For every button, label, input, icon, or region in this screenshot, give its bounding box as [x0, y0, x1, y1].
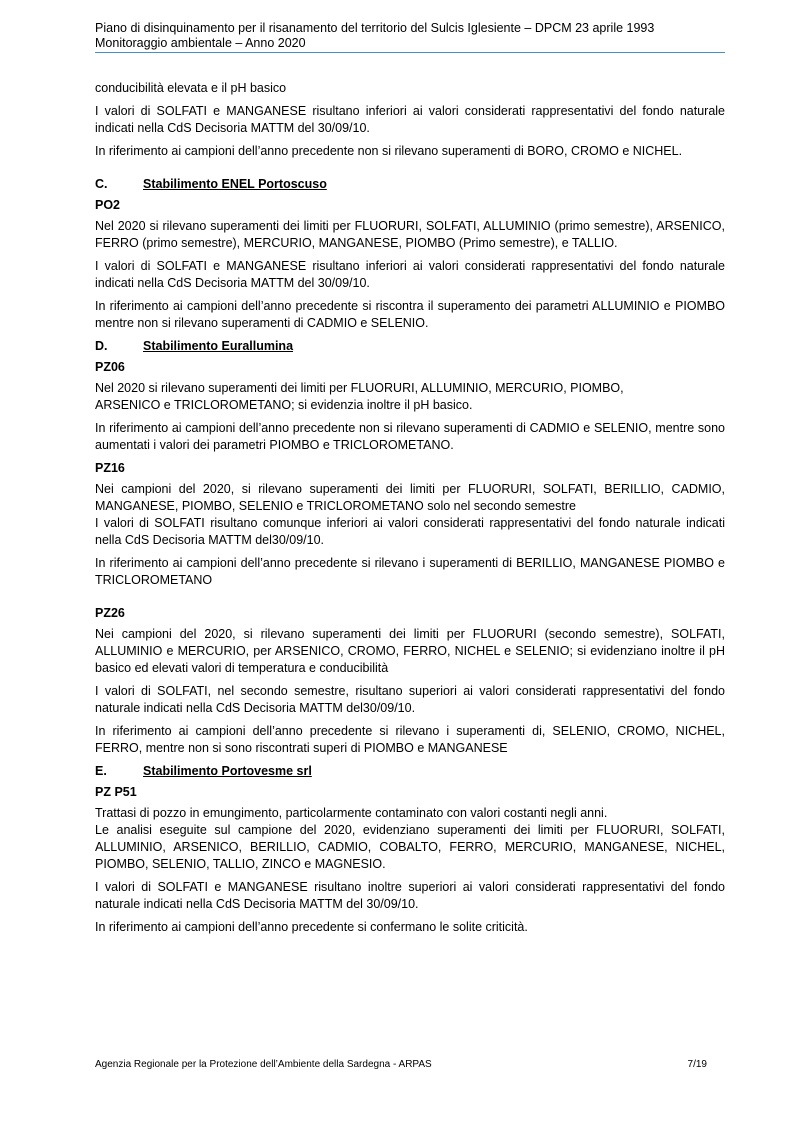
paragraph: In riferimento ai campioni dell’anno precedente non si rilevano superamenti di CADMIO e SELENIO, mentre sono aumentati i valori dei parametri PIOMBO e TRICLOROMETANO.: [95, 421, 725, 452]
section-title: Stabilimento Portovesme srl: [143, 764, 312, 778]
well-code-pzp51: PZ P51: [95, 785, 137, 799]
section-title: Stabilimento ENEL Portoscuso: [143, 177, 327, 191]
paragraph: In riferimento ai campioni dell’anno precedente non si rilevano superamenti di BORO, CROMO e NICHEL.: [95, 144, 683, 158]
paragraph: In riferimento ai campioni dell’anno precedente si rilevano i superamenti di, SELENIO, CROMO, NICHEL, FERRO, mentre non si sono riscontrati superi di PIOMBO e MANGANESE: [95, 724, 725, 755]
section-heading-c: [95, 176, 725, 193]
section-heading-e: [95, 763, 725, 780]
paragraph: Trattasi di pozzo in emungimento, particolarmente contaminato con valori costanti negli anni.: [95, 806, 608, 820]
paragraph: Nei campioni del 2020, si rilevano superamenti dei limiti per FLUORURI (secondo semestre), SOLFATI, ALLUMINIO e MERCURIO, per ARSENICO, CROMO, FERRO, NICHEL e SELENIO; si evidenziano inoltre il pH basico ed elevati valori di temperatura e conducibilità: [95, 627, 725, 675]
spacer: [95, 166, 725, 176]
page-footer: [95, 1059, 707, 1070]
paragraph: I valori di SOLFATI, nel secondo semestre, risultano superiori ai valori considerati rappresentativi del fondo naturale indicati nella CdS Decisoria MATTM del30/09/10.: [95, 684, 725, 715]
paragraph: In riferimento ai campioni dell’anno precedente si confermano le solite criticità.: [95, 920, 528, 934]
paragraph: [95, 380, 725, 414]
page-header: [95, 21, 725, 51]
paragraph: Le analisi eseguite sul campione del 2020, evidenziano superamenti dei limiti per FLUORURI, SOLFATI, ALLUMINIO, ARSENICO, BERILLIO, CADMIO, COBALTO, FERRO, MERCURIO, MANGANESE, NICHEL, PIOMBO, SELENIO, TALLIO, ZINCO e MAGNESIO.: [95, 823, 725, 871]
section-heading-d: [95, 338, 725, 355]
text-line: Nel 2020 si rilevano superamenti dei limiti per FLUORURI, ALLUMINIO, MERCURIO, PIOMBO,: [95, 381, 624, 395]
footer-agency: Agenzia Regionale per la Protezione dell’Ambiente della Sardegna - ARPAS: [95, 1059, 432, 1070]
paragraph: I valori di SOLFATI risultano comunque inferiori ai valori considerati rappresentativi del fondo naturale indicati nella CdS Decisoria MATTM del30/09/10.: [95, 516, 725, 547]
section-letter: C.: [95, 177, 108, 191]
paragraph: In riferimento ai campioni dell’anno precedente si riscontra il superamento dei parametri ALLUMINIO e PIOMBO mentre non si rilevano superamenti di CADMIO e SELENIO.: [95, 299, 725, 330]
section-letter: D.: [95, 339, 108, 353]
section-letter: E.: [95, 764, 107, 778]
paragraph: I valori di SOLFATI e MANGANESE risultano inferiori ai valori considerati rappresentativi del fondo naturale indicati nella CdS Decisoria MATTM del 30/09/10.: [95, 104, 725, 135]
well-code-pz06: PZ06: [95, 360, 125, 374]
well-code-po2: PO2: [95, 198, 121, 212]
header-rule: [95, 52, 725, 53]
header-title: Piano di disinquinamento per il risanamento del territorio del Sulcis Iglesiente – DPCM 23 aprile 1993: [95, 21, 655, 35]
page-number: 7/19: [687, 1059, 707, 1070]
text-line: ARSENICO e TRICLOROMETANO; si evidenzia inoltre il pH basico.: [95, 398, 473, 412]
paragraph: I valori di SOLFATI e MANGANESE risultano inoltre superiori ai valori considerati rappresentativi del fondo naturale indicati nella CdS Decisoria MATTM del 30/09/10.: [95, 880, 725, 911]
section-title: Stabilimento Eurallumina: [143, 339, 294, 353]
document-body: [95, 80, 725, 942]
header-subtitle: Monitoraggio ambientale – Anno 2020: [95, 36, 306, 50]
paragraph: In riferimento ai campioni dell’anno precedente si rilevano i superamenti di BERILLIO, MANGANESE PIOMBO e TRICLOROMETANO: [95, 556, 725, 587]
spacer: [95, 595, 725, 605]
paragraph: Nei campioni del 2020, si rilevano superamenti dei limiti per FLUORURI, SOLFATI, BERILLIO, CADMIO, MANGANESE, PIOMBO, SELENIO e TRICLOROMETANO solo nel secondo semestre: [95, 482, 725, 513]
paragraph: Nel 2020 si rilevano superamenti dei limiti per FLUORURI, SOLFATI, ALLUMINIO (primo semestre), ARSENICO, FERRO (primo semestre), MERCURIO, MANGANESE, PIOMBO (Primo semestre), e TALLIO.: [95, 219, 725, 250]
well-code-pz26: PZ26: [95, 606, 125, 620]
well-code-pz16: PZ16: [95, 461, 125, 475]
paragraph: I valori di SOLFATI e MANGANESE risultano inferiori ai valori considerati rappresentativi del fondo naturale indicati nella CdS Decisoria MATTM del 30/09/10.: [95, 259, 725, 290]
paragraph: conducibilità elevata e il pH basico: [95, 81, 287, 95]
